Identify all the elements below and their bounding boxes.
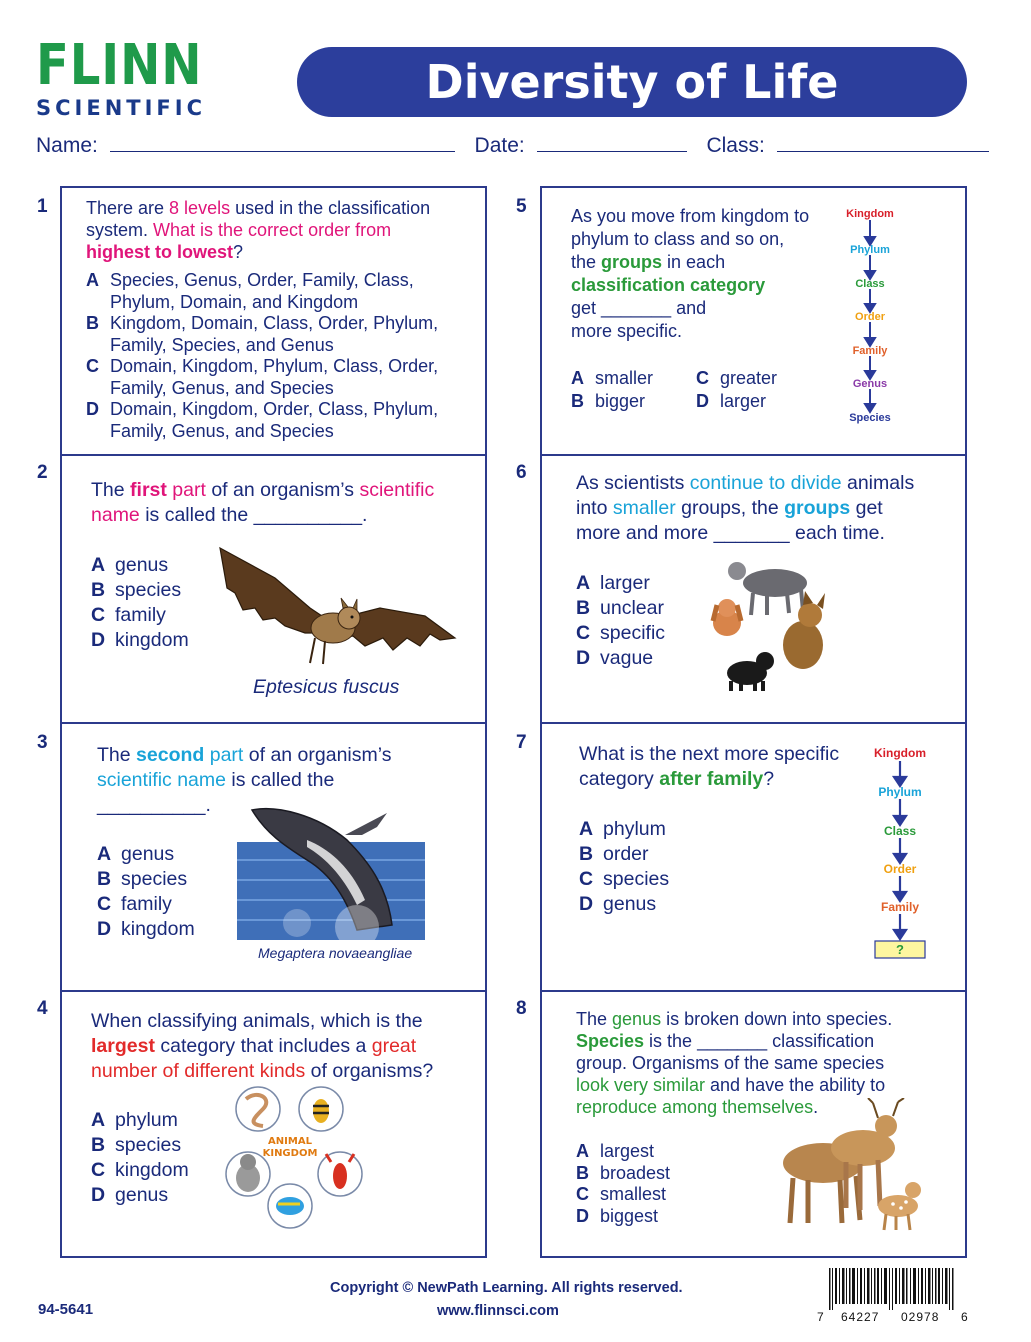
answer-option[interactable]: C kingdom <box>91 1159 189 1181</box>
question-8-options <box>576 1141 670 1227</box>
answer-option[interactable]: B bigger <box>571 391 646 411</box>
question-3-options <box>97 842 195 942</box>
question-number: 2 <box>37 462 48 483</box>
question-5-options <box>571 367 653 413</box>
question-5-options-right <box>696 367 777 413</box>
question-1-options <box>86 270 466 442</box>
answer-option[interactable]: B species <box>97 868 188 890</box>
logo-flinn: FLINN <box>36 33 203 98</box>
bat-caption: Eptesicus fuscus <box>253 676 400 698</box>
answer-option[interactable]: B order <box>579 843 649 865</box>
question-6-options <box>576 571 665 671</box>
animal-label-2: KINGDOM <box>262 1148 318 1159</box>
answer-option[interactable]: D Domain, Kingdom, Order, Class, Phylum, Family, Genus, and Species <box>86 399 439 441</box>
level-species: Species <box>849 412 891 424</box>
question-4-text: When classifying animals, which is the largest category that includes a great number of different kinds of organisms? <box>91 1010 434 1082</box>
question-number: 6 <box>516 462 527 483</box>
answer-option[interactable]: A larger <box>576 572 650 594</box>
answer-option[interactable]: B species <box>91 579 182 601</box>
question-7-options <box>579 817 669 917</box>
answer-option[interactable]: D biggest <box>576 1205 659 1226</box>
answer-option[interactable]: C greater <box>696 368 778 388</box>
question-6-text: As scientists continue to divide animals into smaller groups, the groups get more and more _______ each time. <box>576 472 915 544</box>
footer-copyright: Copyright © NewPath Learning. All rights reserved. <box>330 1280 683 1296</box>
level-class: Class <box>883 824 917 838</box>
answer-option[interactable]: A genus <box>91 554 169 576</box>
answer-option[interactable]: C Domain, Kingdom, Phylum, Class, Order, Family, Genus, and Species <box>86 356 439 398</box>
level-family: Family <box>880 900 920 914</box>
class-field[interactable] <box>777 133 989 152</box>
page-title: Diversity of Life <box>297 47 967 117</box>
level-order: Order <box>883 862 917 876</box>
answer-option[interactable]: B species <box>91 1134 182 1156</box>
header-fields <box>36 133 989 158</box>
question-2-text: The first part of an organism’s scientific name is called the __________. <box>91 479 435 526</box>
barcode-bars <box>815 1268 975 1310</box>
question-4-options <box>91 1108 189 1208</box>
level-class: Class <box>855 278 885 290</box>
answer-option[interactable]: D genus <box>579 893 657 915</box>
level-phylum: Phylum <box>850 244 890 256</box>
question-number: 8 <box>516 998 527 1019</box>
hierarchy-diagram-q7 <box>860 743 940 963</box>
answer-option[interactable]: A phylum <box>91 1109 178 1131</box>
level-family: Family <box>852 345 888 357</box>
animal-kingdom-illustration <box>218 1084 368 1230</box>
date-label: Date: <box>474 134 525 157</box>
answer-option[interactable]: D kingdom <box>91 629 189 651</box>
answer-option[interactable]: A genus <box>97 843 175 865</box>
answer-option[interactable]: C smallest <box>576 1184 667 1204</box>
answer-option[interactable]: B Kingdom, Domain, Class, Order, Phylum, Family, Species, and Genus <box>86 313 439 355</box>
logo-scientific: SCIENTIFIC <box>36 96 206 120</box>
question-3-text: The second part of an organism’s scientific name is called the __________. <box>97 744 392 816</box>
date-field[interactable] <box>537 133 687 152</box>
animal-label-1: ANIMAL <box>268 1136 312 1147</box>
name-label: Name: <box>36 134 98 157</box>
whale-caption: Megaptera novaeangliae <box>258 945 413 961</box>
answer-option[interactable]: D kingdom <box>97 918 195 940</box>
name-field[interactable] <box>110 133 455 152</box>
level-kingdom: Kingdom <box>846 208 894 220</box>
question-number: 5 <box>516 196 527 217</box>
question-number: 3 <box>37 732 48 753</box>
answer-option[interactable]: A phylum <box>579 818 666 840</box>
level-unknown: ? <box>896 942 904 957</box>
answer-option[interactable]: D genus <box>91 1184 169 1206</box>
answer-option[interactable]: C family <box>97 893 172 915</box>
level-phylum: Phylum <box>878 785 922 799</box>
footer-product-code: 94-5641 <box>38 1301 94 1318</box>
footer-website[interactable]: www.flinnsci.com <box>437 1303 559 1319</box>
answer-option[interactable]: A largest <box>576 1141 655 1161</box>
answer-option[interactable]: A Species, Genus, Order, Family, Class, Phylum, Domain, and Kingdom <box>86 270 414 312</box>
question-5-text: As you move from kingdom to phylum to class and so on, the groups in each classification category get _______ and more specific. <box>571 206 810 341</box>
bat-illustration <box>215 538 460 668</box>
question-1-text: There are 8 levels used in the classification system. What is the correct order from highest to lowest? <box>86 198 431 262</box>
answer-option[interactable]: C family <box>91 604 166 626</box>
answer-option[interactable]: D larger <box>696 391 767 411</box>
answer-option[interactable]: D vague <box>576 647 654 669</box>
answer-option[interactable]: B broadest <box>576 1162 671 1183</box>
question-7-text: What is the next more specific category after family? <box>579 743 840 790</box>
question-8-text: The genus is broken down into species. Species is the _______ classification group. Organisms of the same species look very similar and have the ability to reproduce among themselves. <box>576 1009 893 1117</box>
answer-option[interactable]: A smaller <box>571 368 654 388</box>
level-order: Order <box>855 311 885 323</box>
level-kingdom: Kingdom <box>874 746 926 760</box>
answer-option[interactable]: C specific <box>576 622 666 644</box>
deer-illustration <box>768 1098 938 1233</box>
question-2-options <box>91 553 189 653</box>
barcode: 7 64227 02978 6 <box>815 1268 975 1328</box>
dogs-illustration <box>705 553 840 693</box>
question-number: 4 <box>37 998 48 1019</box>
answer-option[interactable]: C species <box>579 868 670 890</box>
question-number: 7 <box>516 732 527 753</box>
whale-illustration <box>237 805 425 940</box>
answer-option[interactable]: B unclear <box>576 597 664 619</box>
question-number: 1 <box>37 196 48 217</box>
hierarchy-diagram-q5 <box>830 203 910 428</box>
class-label: Class: <box>706 134 765 157</box>
level-genus: Genus <box>852 378 888 390</box>
